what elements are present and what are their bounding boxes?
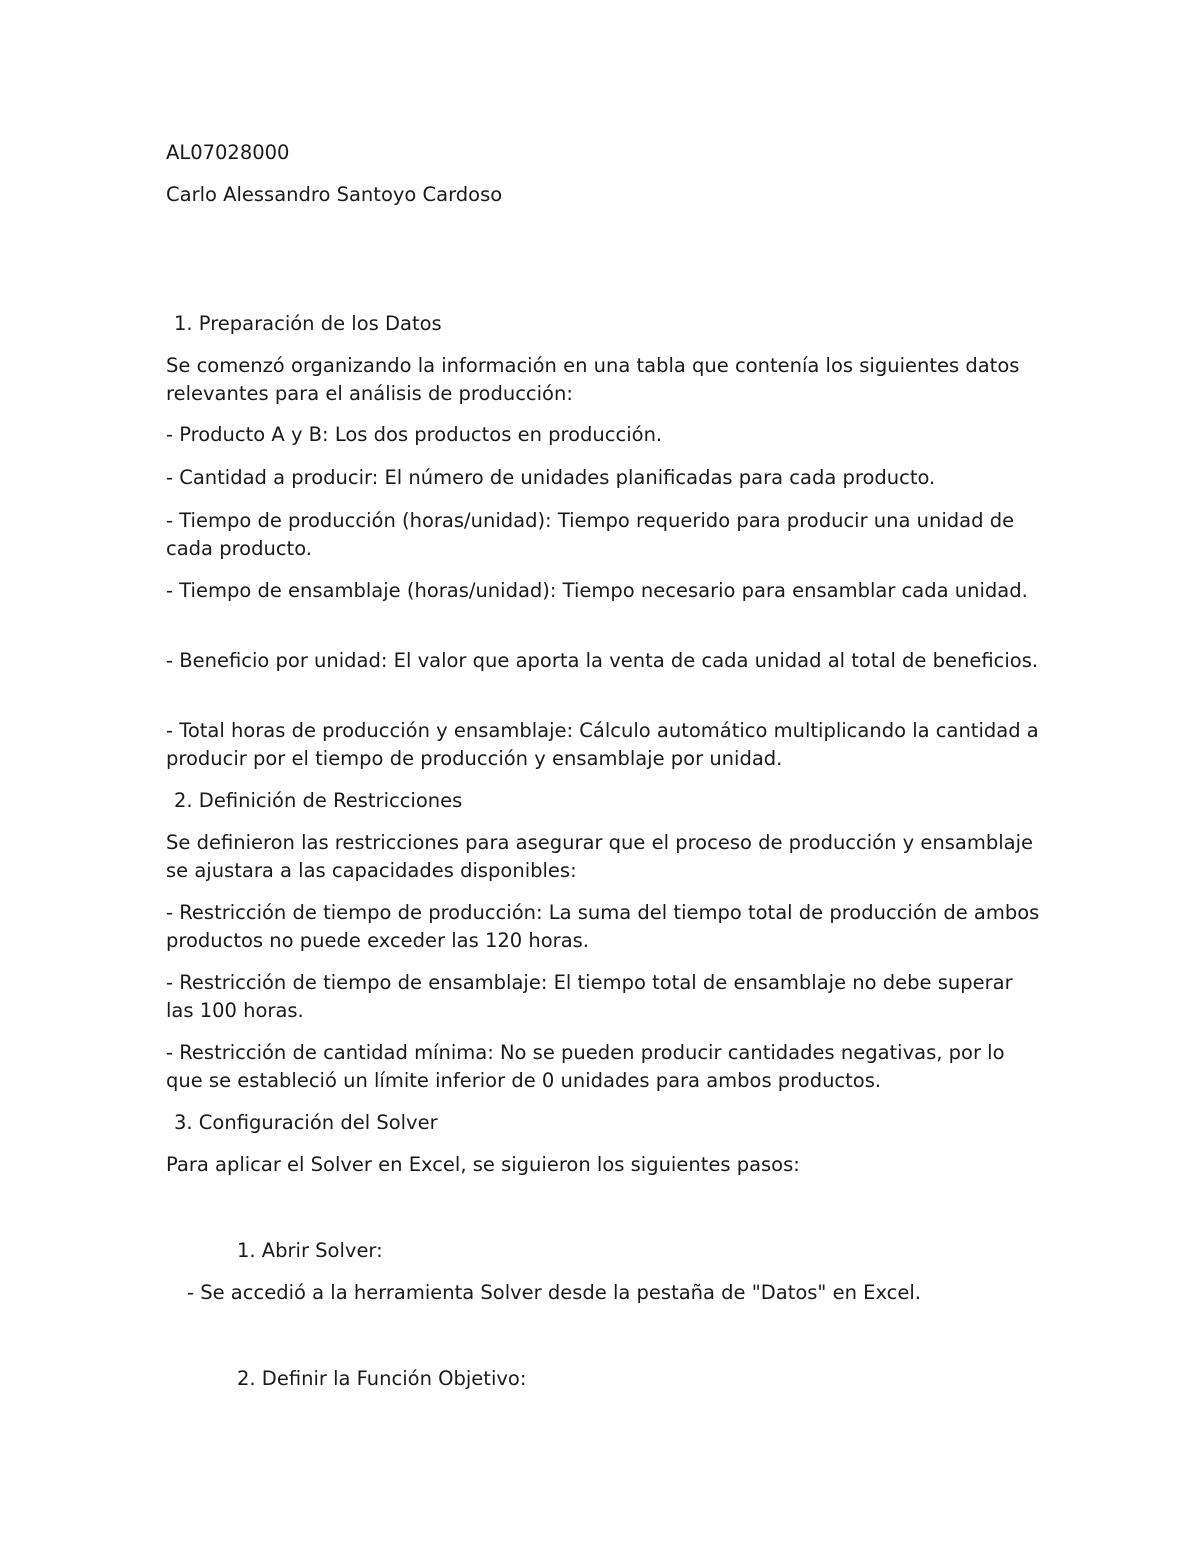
section-intro: Se comenzó organizando la información en una tabla que contenía los siguientes datos relevantes para el análisis de producción: — [166, 354, 1020, 405]
author-name: Carlo Alessandro Santoyo Cardoso — [166, 183, 503, 206]
section-heading: 3. Configuración del Solver — [174, 1111, 438, 1134]
list-item: - Restricción de cantidad mínima: No se pueden producir cantidades negativas, por lo que se estableció un límite inferior de 0 unidades para ambos productos. — [166, 1041, 1005, 1092]
section-heading: 2. Definición de Restricciones — [174, 789, 463, 812]
step-detail: - Se accedió a la herramienta Solver desde la pestaña de "Datos" en Excel. — [187, 1281, 922, 1304]
list-item: - Tiempo de producción (horas/unidad): Tiempo requerido para producir una unidad de cada producto. — [166, 509, 1015, 560]
step-title: 1. Abrir Solver: — [237, 1239, 383, 1262]
list-item: - Cantidad a producir: El número de unidades planificadas para cada producto. — [166, 466, 936, 489]
list-item: - Beneficio por unidad: El valor que aporta la venta de cada unidad al total de beneficios. — [166, 649, 1039, 672]
list-item: - Restricción de tiempo de producción: La suma del tiempo total de producción de ambos productos no puede exceder las 120 horas. — [166, 901, 1040, 952]
step-title: 2. Definir la Función Objetivo: — [237, 1367, 527, 1390]
section-heading: 1. Preparación de los Datos — [174, 312, 442, 335]
list-item: - Tiempo de ensamblaje (horas/unidad): Tiempo necesario para ensamblar cada unidad. — [166, 579, 1028, 602]
document-code: AL07028000 — [166, 141, 290, 164]
list-item: - Total horas de producción y ensamblaje: Cálculo automático multiplicando la cantidad a producir por el tiempo de producción y ensamblaje por unidad. — [166, 719, 1039, 770]
section-intro: Se definieron las restricciones para asegurar que el proceso de producción y ensamblaje se ajustara a las capacidades disponibles: — [166, 831, 1034, 882]
section-intro: Para aplicar el Solver en Excel, se siguieron los siguientes pasos: — [166, 1153, 800, 1176]
list-item: - Producto A y B: Los dos productos en producción. — [166, 423, 663, 446]
list-item: - Restricción de tiempo de ensamblaje: El tiempo total de ensamblaje no debe superar las 100 horas. — [166, 971, 1013, 1022]
